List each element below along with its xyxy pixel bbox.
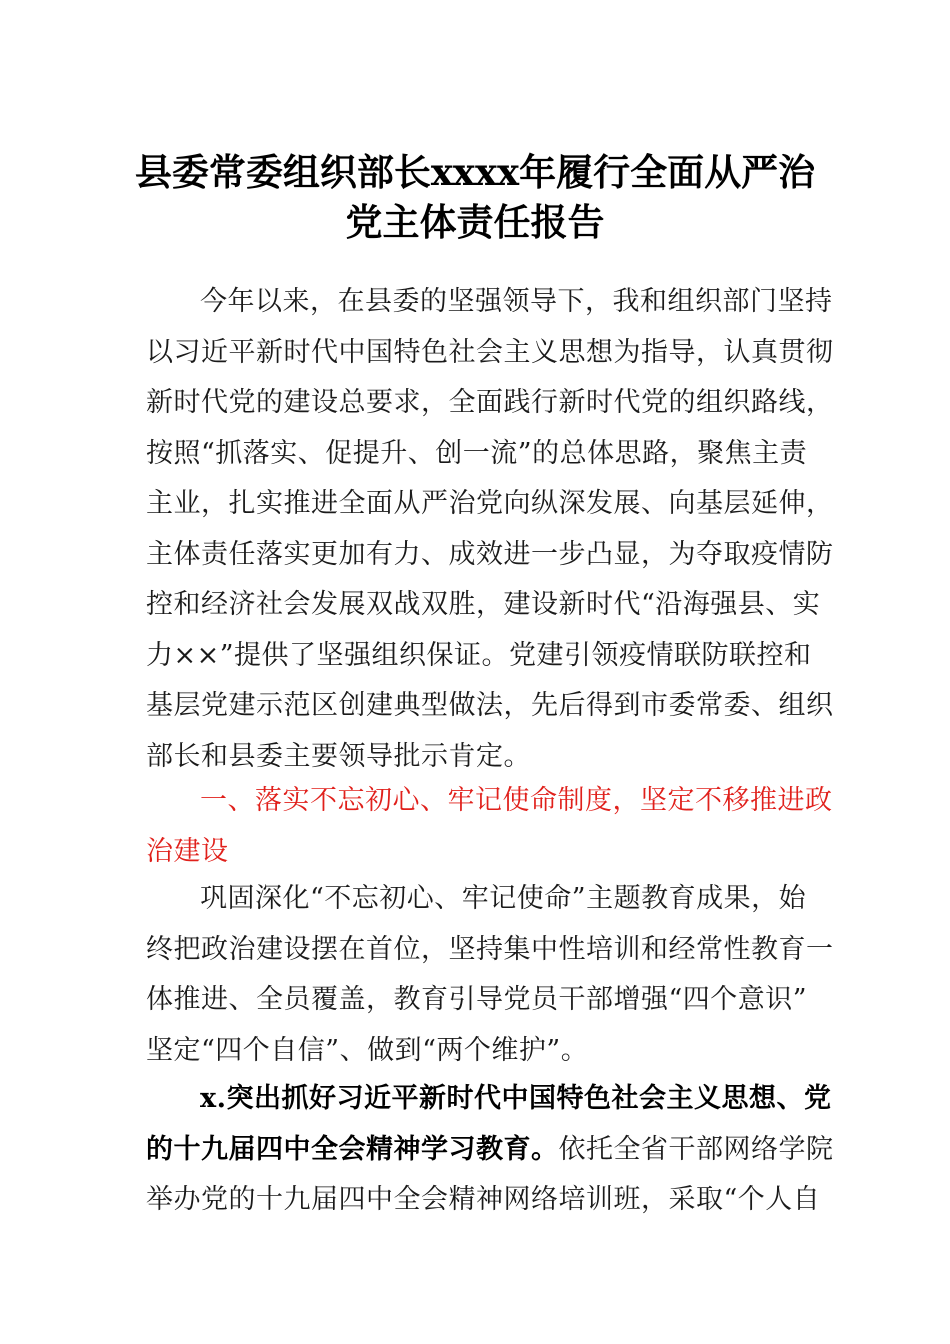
- document-title-line1: 县委常委组织部长xxxx年履行全面从严治: [134, 150, 816, 194]
- paragraph-line: 终把政治建设摆在首位，坚持集中性培训和经常性教育一: [146, 933, 834, 965]
- paragraph-line: 基层党建示范区创建典型做法，先后得到市委常委、组织: [146, 690, 834, 721]
- paragraph-line: 新时代党的建设总要求，全面践行新时代党的组织路线，: [146, 387, 834, 418]
- paragraph-line: 控和经济社会发展双战双胜，建设新时代“沿海强县、实: [146, 589, 821, 620]
- document-title-line2: 党主体责任报告: [345, 200, 605, 244]
- paragraph-line: [146, 1125, 834, 1176]
- paragraph-line: 以习近平新时代中国特色社会主义思想为指导，认真贯彻: [146, 336, 834, 368]
- paragraph-line: 力××”提供了坚强组织保证。党建引领疫情联防联控和: [146, 639, 812, 671]
- paragraph-text: 依托全省干部网络学院: [558, 1133, 834, 1165]
- heading-line: 一、落实不忘初心、牢记使命制度，坚定不移推进政: [200, 785, 833, 816]
- section-heading-1: [146, 776, 833, 877]
- paragraph-line: 坚定“四个自信”、做到“两个维护”。: [146, 1034, 589, 1066]
- section1-paragraph: [146, 874, 834, 1076]
- intro-paragraph: [146, 277, 834, 782]
- subsection-paragraph: [146, 1074, 834, 1226]
- paragraph-line: 今年以来，在县委的坚强领导下，我和组织部门坚持: [200, 286, 833, 317]
- paragraph-line: 按照“抓落实、促提升、创一流”的总体思路，聚焦主责: [146, 437, 808, 469]
- heading-line: 治建设: [146, 835, 229, 867]
- paragraph-line: 举办党的十九届四中全会精神网络培训班，采取“个人自: [146, 1184, 821, 1215]
- subsection-heading-tail: 的十九届四中全会精神学习教育。: [146, 1133, 559, 1165]
- paragraph-line: 主业，扎实推进全面从严治党向纵深发展、向基层延伸，: [146, 488, 834, 519]
- paragraph-line: 部长和县委主要领导批示肯定。: [146, 740, 531, 772]
- subsection-heading-line: x.突出抓好习近平新时代中国特色社会主义思想、党: [200, 1083, 832, 1114]
- paragraph-line: 体推进、全员覆盖，教育引导党员干部增强“四个意识”: [146, 984, 808, 1015]
- paragraph-line: 巩固深化“不忘初心、牢记使命”主题教育成果，始: [200, 883, 807, 914]
- paragraph-line: 主体责任落实更加有力、成效进一步凸显，为夺取疫情防: [146, 538, 834, 570]
